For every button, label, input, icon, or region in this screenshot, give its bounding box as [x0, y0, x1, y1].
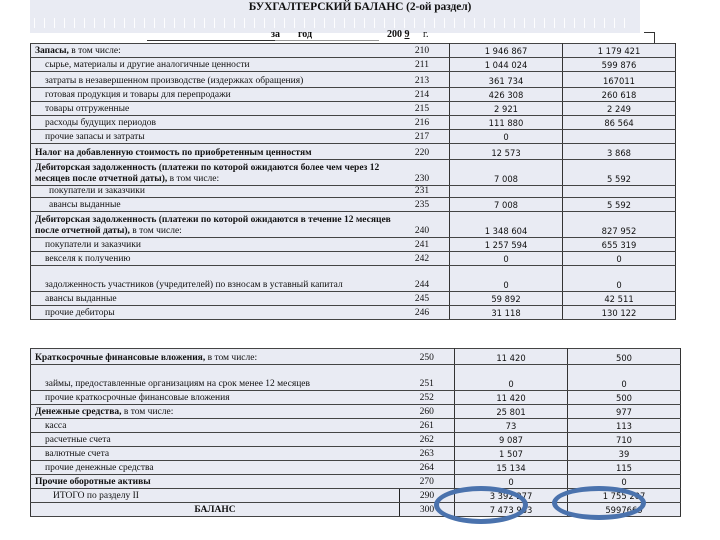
row-value-start [450, 186, 563, 198]
table-row [31, 349, 681, 365]
row-value-end: 500 [568, 391, 681, 405]
row-value-end [563, 130, 676, 144]
row-value-start: 59 892 [450, 292, 563, 306]
row-value-start: 25 801 [455, 405, 568, 419]
row-name: займы, предоставленные организациям на срок менее 12 месяцев [31, 365, 400, 391]
row-name: БАЛАНС [31, 503, 400, 517]
document-title: БУХГАЛТЕРСКИЙ БАЛАНС (2-ой раздел) [248, 1, 472, 13]
highlight-ellipse-end [552, 486, 646, 520]
row-value-start: 0 [450, 130, 563, 144]
row-value-start: 111 880 [450, 116, 563, 130]
row-value-start: 7 473 983 [455, 503, 568, 517]
row-value-end: 3 868 [563, 144, 676, 160]
period-year-suffix: г. [423, 29, 429, 40]
row-value-end: 710 [568, 433, 681, 447]
row-value-end: 0 [568, 365, 681, 391]
row-value-start: 15 134 [455, 461, 568, 475]
row-name: покупатели и заказчики [31, 238, 396, 252]
table-row [31, 252, 676, 266]
row-name: расходы будущих периодов [31, 116, 396, 130]
row-value-start: 31 118 [450, 306, 563, 320]
row-code: 211 [395, 58, 450, 72]
row-name: валютные счета [31, 447, 400, 461]
row-code: 250 [400, 349, 455, 365]
row-code: 216 [395, 116, 450, 130]
row-name: товары отгруженные [31, 102, 396, 116]
row-name: прочие краткосрочные финансовые вложения [31, 391, 400, 405]
row-code: 241 [395, 238, 450, 252]
year-digit: 9 [404, 29, 410, 40]
row-value-end: 167011 [563, 72, 676, 88]
table-row [31, 306, 676, 320]
row-value-start: 1 507 [455, 447, 568, 461]
row-value-start: 3 392 277 [455, 489, 568, 503]
row-value-start: 1 257 594 [450, 238, 563, 252]
row-code: 262 [400, 433, 455, 447]
row-value-start: 426 308 [450, 88, 563, 102]
row-name: сырье, материалы и другие аналогичные ценности [31, 58, 396, 72]
table-row [31, 88, 676, 102]
row-code: 231 [395, 186, 450, 198]
row-value-start: 0 [450, 266, 563, 292]
row-name: Дебиторская задолженность (платежи по которой ожидаются в течение 12 месяцев после отчетной даты), в том числе: [31, 212, 396, 238]
row-name: задолженность участников (учредителей) по взносам в уставный капитал [31, 266, 396, 292]
row-value-start: 11 420 [455, 391, 568, 405]
table-row [31, 391, 681, 405]
row-code: 246 [395, 306, 450, 320]
row-value-end: 86 564 [563, 116, 676, 130]
row-name: Прочие оборотные активы [31, 475, 400, 489]
row-name: авансы выданные [31, 198, 396, 212]
row-value-end: 0 [563, 266, 676, 292]
table-row [31, 419, 681, 433]
row-value-end [563, 186, 676, 198]
row-code: 252 [400, 391, 455, 405]
table-row [31, 102, 676, 116]
row-name: Денежные средства, в том числе: [31, 405, 400, 419]
year-prefix: 200 [387, 29, 405, 40]
highlight-ellipse-start [434, 486, 528, 524]
row-code: 242 [395, 252, 450, 266]
table-row [31, 447, 681, 461]
row-code: 244 [395, 266, 450, 292]
row-code: 235 [395, 198, 450, 212]
row-value-start: 1 946 867 [450, 44, 563, 58]
row-value-end: 113 [568, 419, 681, 433]
row-code: 270 [400, 475, 455, 489]
header-decoration [34, 18, 634, 28]
row-value-start: 1 044 024 [450, 58, 563, 72]
row-value-start: 7 008 [450, 198, 563, 212]
table-row [31, 198, 676, 212]
row-value-start: 11 420 [455, 349, 568, 365]
period-za: за [271, 29, 281, 40]
table-row [31, 58, 676, 72]
row-code: 264 [400, 461, 455, 475]
row-code: 217 [395, 130, 450, 144]
period-year [387, 29, 410, 40]
row-name: Налог на добавленную стоимость по приобретенным ценностям [31, 144, 396, 160]
table-row [31, 405, 681, 419]
row-name: затраты в незавершенном производстве (издержках обращения) [31, 72, 396, 88]
period-god: год [298, 29, 313, 40]
row-name: готовая продукция и товары для перепродажи [31, 88, 396, 102]
row-name: прочие запасы и затраты [31, 130, 396, 144]
row-value-end: 655 319 [563, 238, 676, 252]
table-row [31, 461, 681, 475]
row-name: покупатели и заказчики [31, 186, 396, 198]
row-value-start: 0 [455, 475, 568, 489]
row-value-end: 130 122 [563, 306, 676, 320]
period-underline [147, 40, 275, 41]
row-name: авансы выданные [31, 292, 396, 306]
row-code: 213 [395, 72, 450, 88]
row-value-start: 2 921 [450, 102, 563, 116]
table-row [31, 365, 681, 391]
row-code: 230 [395, 160, 450, 186]
row-value-end: 500 [568, 349, 681, 365]
row-value-end: 827 952 [563, 212, 676, 238]
row-code: 214 [395, 88, 450, 102]
table-row [31, 212, 676, 238]
row-name: Краткосрочные финансовые вложения, в том числе: [31, 349, 400, 365]
table-row [31, 144, 676, 160]
balance-table-part-1 [30, 43, 676, 320]
row-code: 215 [395, 102, 450, 116]
table-row [31, 116, 676, 130]
row-value-end: 115 [568, 461, 681, 475]
row-value-end: 5 592 [563, 198, 676, 212]
row-value-end: 2 249 [563, 102, 676, 116]
row-value-end: 599 876 [563, 58, 676, 72]
row-value-end: 39 [568, 447, 681, 461]
row-code: 290 [400, 489, 455, 503]
row-value-end: 977 [568, 405, 681, 419]
row-name: векселя к получению [31, 252, 396, 266]
row-value-start: 0 [450, 252, 563, 266]
table-row [31, 433, 681, 447]
row-name: ИТОГО по разделу II [31, 489, 400, 503]
row-value-end: 260 618 [563, 88, 676, 102]
period-underline-2 [275, 40, 379, 41]
row-value-start: 361 734 [450, 72, 563, 88]
table-row [31, 130, 676, 144]
row-value-start: 1 348 604 [450, 212, 563, 238]
row-code: 251 [400, 365, 455, 391]
row-code: 220 [395, 144, 450, 160]
table-row [31, 44, 676, 58]
row-value-start: 7 008 [450, 160, 563, 186]
row-value-end: 42 511 [563, 292, 676, 306]
table-row [31, 72, 676, 88]
row-value-start: 12 573 [450, 144, 563, 160]
table-row [31, 160, 676, 186]
table-row [31, 238, 676, 252]
row-value-start: 0 [455, 365, 568, 391]
row-name: прочие дебиторы [31, 306, 396, 320]
row-value-end: 5997669 [568, 503, 681, 517]
row-value-end: 1 179 421 [563, 44, 676, 58]
row-code: 240 [395, 212, 450, 238]
row-value-end: 0 [563, 252, 676, 266]
row-code: 300 [400, 503, 455, 517]
row-code: 210 [395, 44, 450, 58]
row-value-start: 9 087 [455, 433, 568, 447]
row-value-end: 5 592 [563, 160, 676, 186]
row-code: 245 [395, 292, 450, 306]
row-value-end: 0 [568, 475, 681, 489]
table-row [31, 266, 676, 292]
table-row [31, 186, 676, 198]
table-row [31, 292, 676, 306]
row-code: 261 [400, 419, 455, 433]
row-name: Запасы, в том числе: [31, 44, 396, 58]
row-name: расчетные счета [31, 433, 400, 447]
row-name: касса [31, 419, 400, 433]
row-code: 263 [400, 447, 455, 461]
row-name: Дебиторская задолженность (платежи по которой ожидаются более чем через 12 месяцев после отчетной даты), в том числе: [31, 160, 396, 186]
row-value-end: 1 755 207 [568, 489, 681, 503]
table-corner [644, 32, 655, 43]
row-code: 260 [400, 405, 455, 419]
row-name: прочие денежные средства [31, 461, 400, 475]
row-value-start: 73 [455, 419, 568, 433]
